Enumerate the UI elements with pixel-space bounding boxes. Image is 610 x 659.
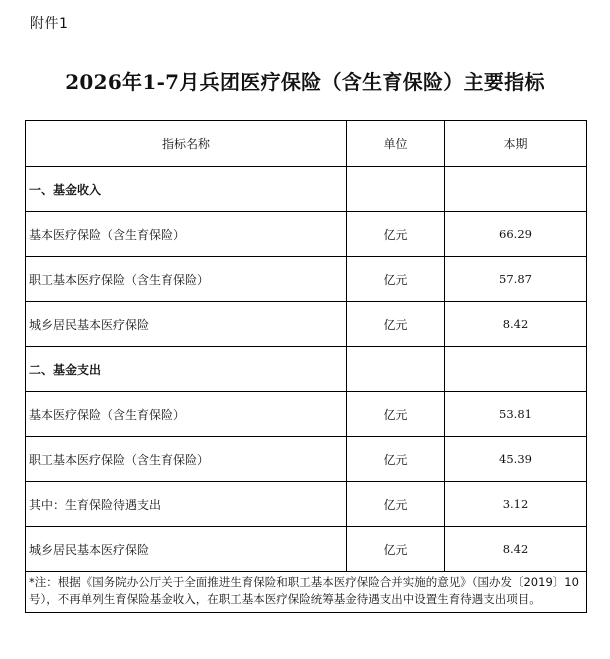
- row-value: 8.42: [445, 302, 587, 347]
- row-name: 基本医疗保险（含生育保险）: [26, 392, 347, 437]
- row-unit: 亿元: [347, 392, 445, 437]
- row-unit: [347, 167, 445, 212]
- row-name: 一、基金收入: [26, 167, 347, 212]
- row-name: 城乡居民基本医疗保险: [26, 302, 347, 347]
- table-header-row: [26, 121, 587, 167]
- footnote: *注：根据《国务院办公厅关于全面推进生育保险和职工基本医疗保险合并实施的意见》（国办发〔2019〕10号），不再单列生育保险基金收入，在职工基本医疗保险统筹基金待遇支出中设置生育待遇支出项目。: [26, 572, 587, 613]
- table-row: [26, 437, 587, 482]
- row-name: 二、基金支出: [26, 347, 347, 392]
- table-row: [26, 482, 587, 527]
- document-title: 2026年1-7月兵团医疗保险（含生育保险）主要指标: [65, 70, 545, 94]
- row-unit: 亿元: [347, 437, 445, 482]
- table-row: [26, 257, 587, 302]
- header-unit: 单位: [347, 121, 445, 167]
- row-name: 职工基本医疗保险（含生育保险）: [26, 437, 347, 482]
- row-name: 职工基本医疗保险（含生育保险）: [26, 257, 347, 302]
- row-name: 基本医疗保险（含生育保险）: [26, 212, 347, 257]
- row-value: 8.42: [445, 527, 587, 572]
- row-unit: 亿元: [347, 212, 445, 257]
- row-unit: [347, 347, 445, 392]
- row-value: 53.81: [445, 392, 587, 437]
- table-row-section-income: [26, 167, 587, 212]
- row-value: [445, 347, 587, 392]
- header-current-period: 本期: [445, 121, 587, 167]
- row-unit: 亿元: [347, 527, 445, 572]
- footnote-row: [26, 572, 587, 613]
- indicators-table: [25, 120, 587, 613]
- row-value: [445, 167, 587, 212]
- table-row: [26, 392, 587, 437]
- row-name: 城乡居民基本医疗保险: [26, 527, 347, 572]
- row-unit: 亿元: [347, 482, 445, 527]
- table-row: [26, 302, 587, 347]
- table-row-section-expenditure: [26, 347, 587, 392]
- attachment-label: 附件1: [30, 16, 69, 32]
- header-indicator-name: 指标名称: [26, 121, 347, 167]
- row-value: 45.39: [445, 437, 587, 482]
- row-unit: 亿元: [347, 257, 445, 302]
- row-value: 66.29: [445, 212, 587, 257]
- row-unit: 亿元: [347, 302, 445, 347]
- row-value: 3.12: [445, 482, 587, 527]
- row-value: 57.87: [445, 257, 587, 302]
- table-row: [26, 527, 587, 572]
- table-row: [26, 212, 587, 257]
- row-name: 其中：生育保险待遇支出: [26, 482, 347, 527]
